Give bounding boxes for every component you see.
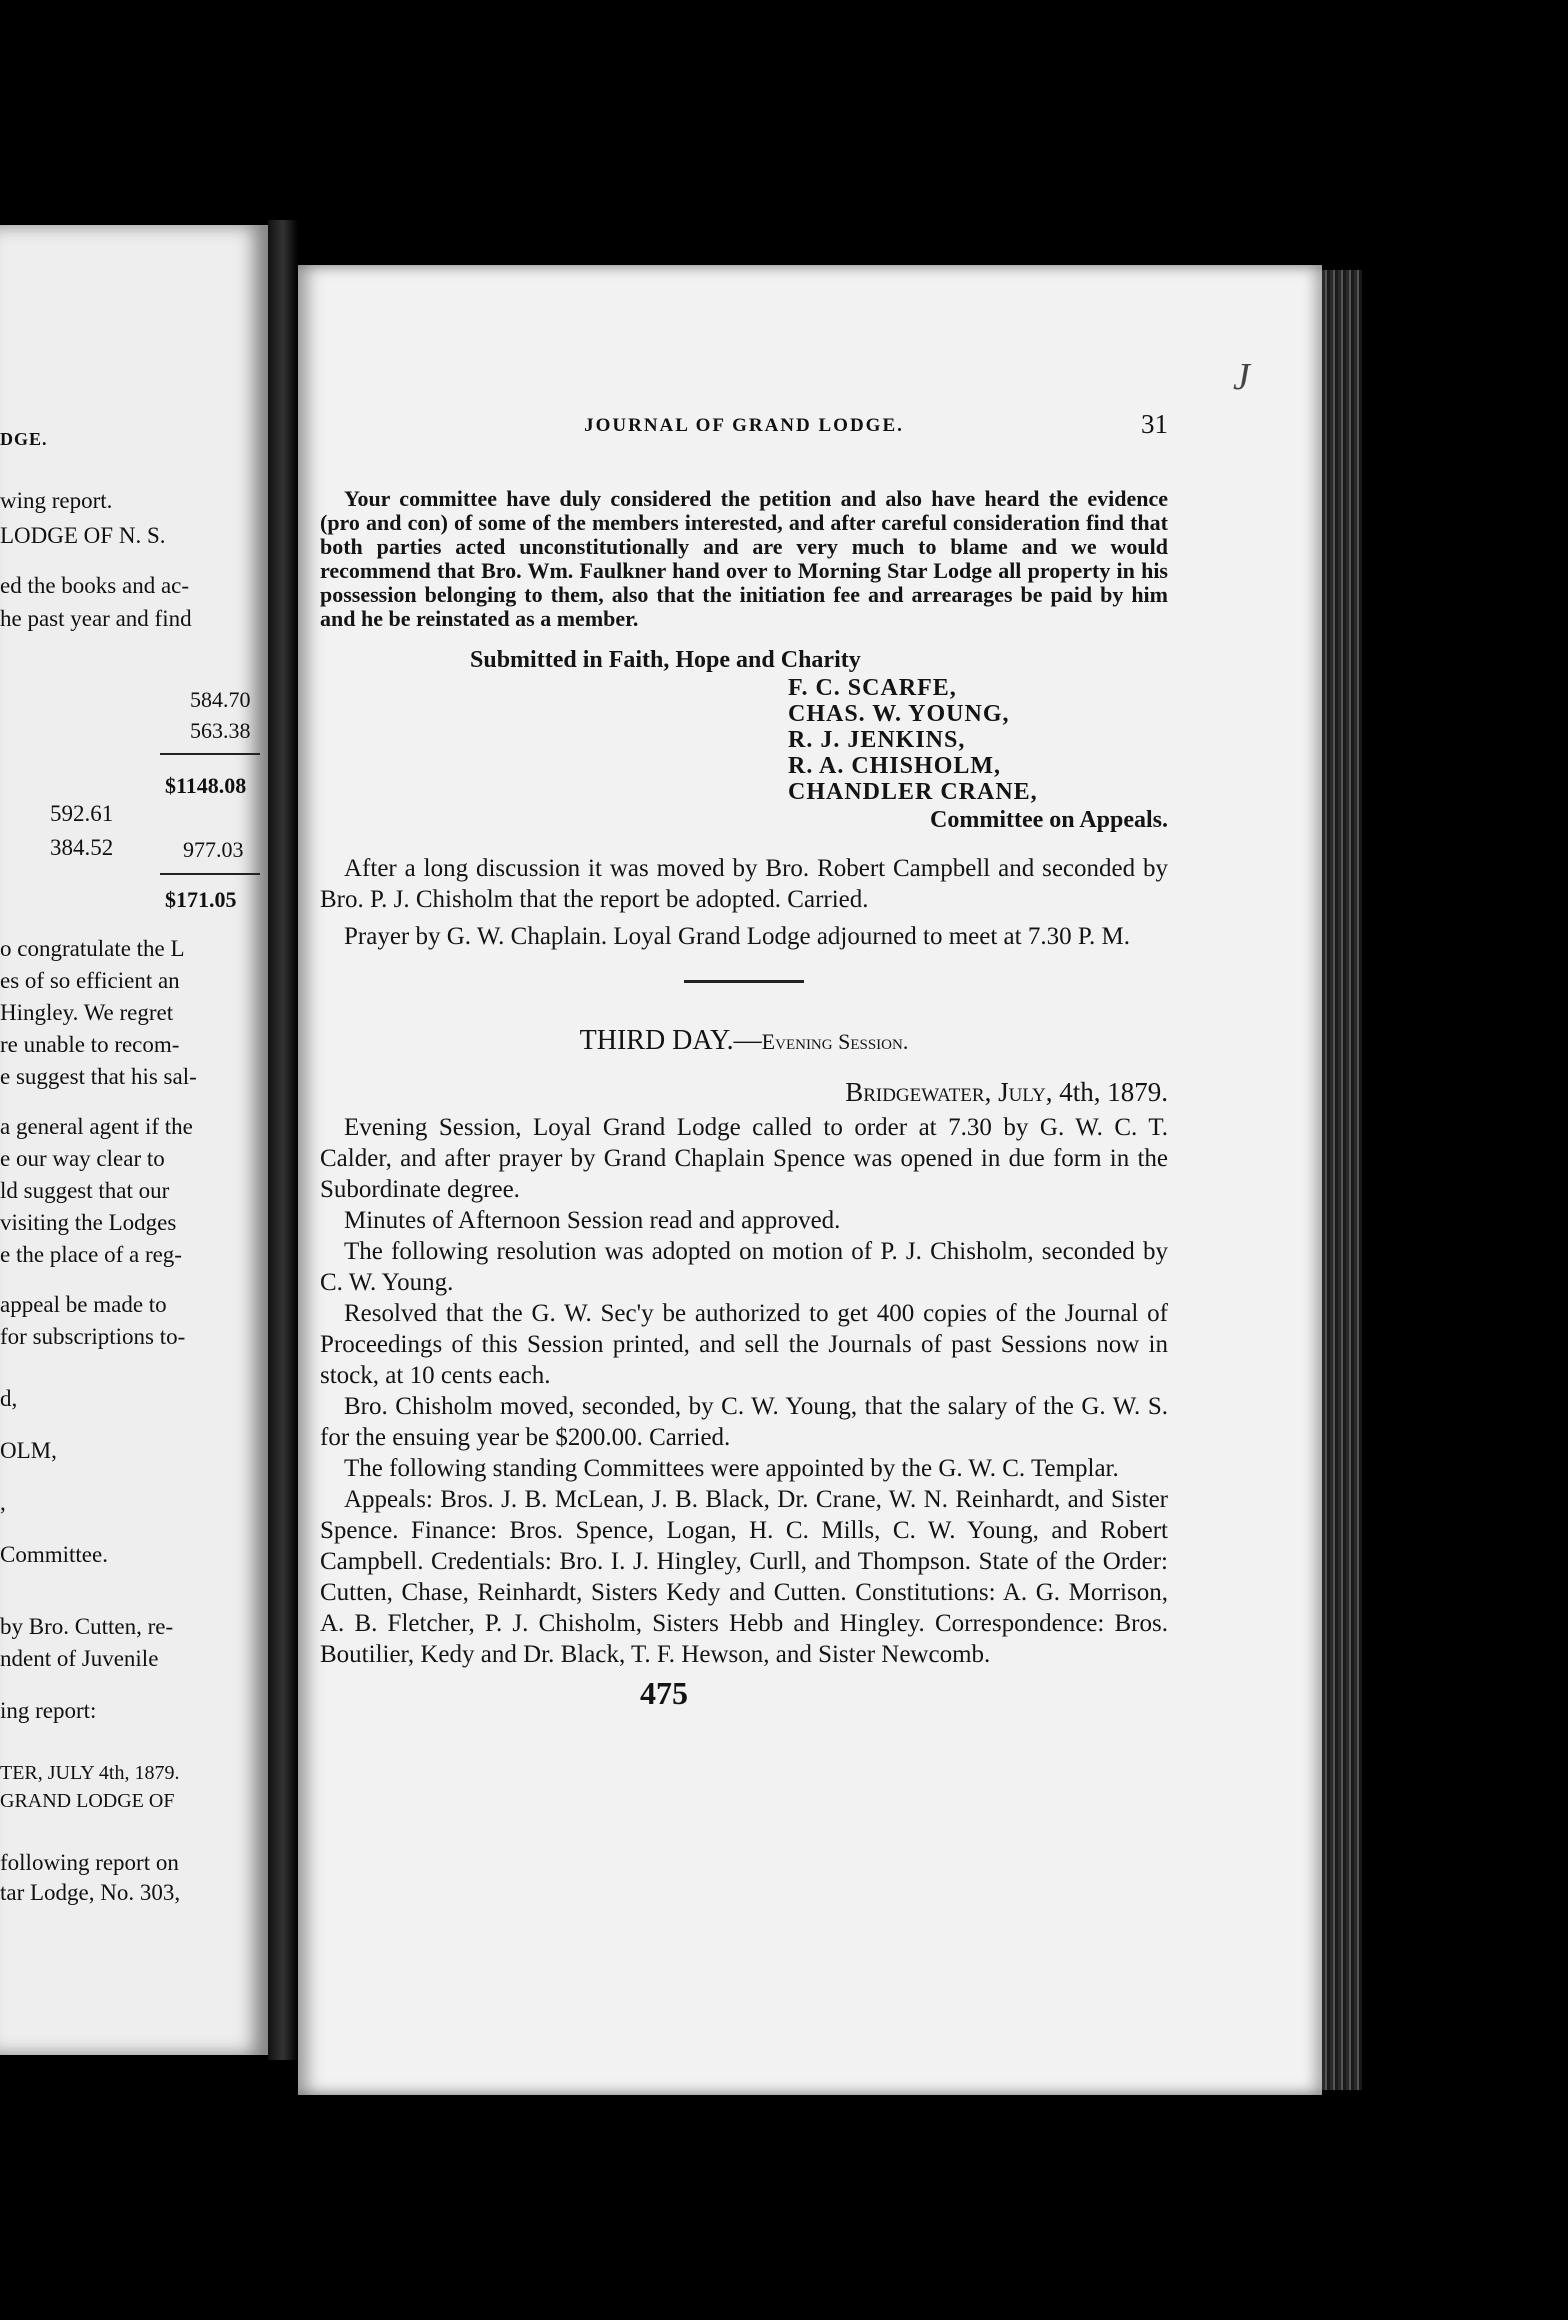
paragraph: After a long discussion it was moved by Bro. Robert Campbell and seconded by Bro. P. J. Chisholm that the report be adopted. Carried. — [320, 855, 1168, 913]
left-line: d, — [0, 1386, 18, 1411]
left-line: ing report: — [0, 1698, 97, 1723]
left-figure: 584.70 — [190, 687, 251, 712]
left-line: wing report. — [0, 488, 113, 513]
left-line: for subscriptions to- — [0, 1324, 186, 1349]
left-line: tar Lodge, No. 303, — [0, 1880, 181, 1905]
paragraph: Resolved that the G. W. Sec'y be authorized to get 400 copies of the Journal of Proceedings of this Session printed, and sell the Journals of past Sessions now in stock, at 10 cents each. — [320, 1300, 1168, 1389]
dateline-rest: 4th, 1879. — [1059, 1077, 1168, 1107]
left-line: a general agent if the — [0, 1114, 193, 1139]
left-figure: 384.52 — [50, 835, 114, 860]
left-line: Hingley. We regret — [0, 1000, 174, 1025]
paragraph: The following resolution was adopted on motion of P. J. Chisholm, seconded by C. W. Young. — [320, 1238, 1168, 1296]
left-line: visiting the Lodges — [0, 1210, 177, 1235]
running-head — [320, 409, 1168, 451]
paragraph: Evening Session, Loyal Grand Lodge called to order at 7.30 by G. W. C. T. Calder, and after prayer by Grand Chaplain Spence was opened in due form in the Subordinate degree. — [320, 1114, 1168, 1203]
left-line: e suggest that his sal- — [0, 1064, 197, 1089]
report-paragraph: Your committee have duly considered the petition and also have heard the evidence (pro and con) of some of the members interested, and after careful consideration find that both parties acted unconstitutionally and are very much to blame and we would recommend that Bro. Wm. Faulkner hand over to Morning Star Lodge all property in his possession belonging to them, also that the initiation fee and arrearages be paid by him and he be reinstated as a member. — [320, 486, 1168, 631]
page-number: 31 — [1141, 409, 1168, 439]
left-line: he past year and find — [0, 606, 192, 631]
paragraph: The following standing Committees were appointed by the G. W. C. Templar. — [344, 1455, 1119, 1482]
paragraph: Appeals: Bros. J. B. McLean, J. B. Black, Dr. Crane, W. N. Reinhardt, and Sister Spence. Finance: Bros. Spence, Logan, H. C. Mills, C. W. Young, and Robert Campbell. Credentials: Bro. I. J. Hingley, Curll, and Thompson. State of the Order: Cutten, Chase, Reinhardt, Sisters Kedy and Cutten. Constitutions: A. G. Morrison, A. B. Fletcher, P. J. Chisholm, Sisters Hebb and Hingley. Correspondence: Bros. Boutilier, Kedy and Dr. Black, T. F. Hewson, and Sister Newcomb. — [320, 1486, 1168, 1668]
left-running-head: DGE. — [0, 429, 48, 449]
dateline-place: Bridgewater, — [845, 1077, 992, 1107]
section-divider — [684, 980, 804, 983]
left-line: LODGE OF N. S. — [0, 523, 166, 548]
submitted-line: Submitted in Faith, Hope and Charity — [470, 647, 861, 673]
signatory: R. A. CHISHOLM, — [788, 753, 1002, 779]
sum-rule — [160, 753, 260, 755]
left-line: by Bro. Cutten, re- — [0, 1614, 174, 1639]
left-figure-total: $1148.08 — [165, 773, 247, 798]
paragraph: Bro. Chisholm moved, seconded, by C. W. Young, that the salary of the G. W. S. for the ensuing year be $200.00. Carried. — [320, 1393, 1168, 1451]
right-page — [298, 265, 1322, 2095]
left-figure-balance: $171.05 — [165, 887, 237, 912]
left-line: ndent of Juvenile — [0, 1646, 159, 1671]
signature-block — [320, 645, 1168, 835]
signatory: F. C. SCARFE, — [788, 675, 957, 701]
left-line: Committee. — [0, 1542, 108, 1567]
paragraph: Prayer by G. W. Chaplain. Loyal Grand Lodge adjourned to meet at 7.30 P. M. — [344, 923, 1130, 950]
left-line: re unable to recom- — [0, 1032, 180, 1057]
left-line: ld suggest that our — [0, 1178, 170, 1203]
running-title: JOURNAL OF GRAND LODGE. — [584, 415, 904, 436]
left-line: OLM, — [0, 1438, 57, 1463]
committee-title: Committee on Appeals. — [930, 807, 1168, 833]
signatory-list — [320, 675, 1168, 805]
left-line: TER, JULY 4th, 1879. — [0, 1762, 180, 1784]
left-line: e the place of a reg- — [0, 1242, 182, 1267]
page-edges — [1322, 270, 1362, 2090]
signatory: CHAS. W. YOUNG, — [788, 701, 1010, 727]
left-line: es of so efficient an — [0, 968, 180, 993]
left-figure: 563.38 — [190, 718, 251, 743]
section-heading-main: THIRD DAY.— — [579, 1025, 762, 1056]
folio-number: 475 — [640, 1675, 688, 1711]
section-heading — [320, 1025, 1168, 1057]
sum-rule — [160, 873, 260, 875]
section-heading-sub: Evening Session. — [761, 1029, 909, 1054]
left-line: following report on — [0, 1850, 179, 1875]
signatory: R. J. JENKINS, — [788, 727, 966, 753]
left-line: appeal be made to — [0, 1292, 167, 1317]
left-figure: 977.03 — [183, 837, 244, 862]
book-gutter — [268, 220, 298, 2060]
dateline-month: July, — [998, 1077, 1053, 1107]
paragraph: Minutes of Afternoon Session read and approved. — [344, 1207, 841, 1234]
page-body — [320, 487, 1168, 1709]
pencil-mark: J — [1233, 356, 1250, 398]
left-line: ed the books and ac- — [0, 573, 190, 598]
left-figure: 592.61 — [50, 801, 114, 826]
left-line: e our way clear to — [0, 1146, 165, 1171]
left-line: GRAND LODGE OF — [0, 1790, 175, 1812]
dateline — [320, 1077, 1168, 1108]
signatory: CHANDLER CRANE, — [788, 779, 1038, 805]
left-line: o congratulate the L — [0, 936, 185, 961]
left-line: , — [0, 1490, 6, 1515]
left-facing-page — [0, 225, 268, 2055]
